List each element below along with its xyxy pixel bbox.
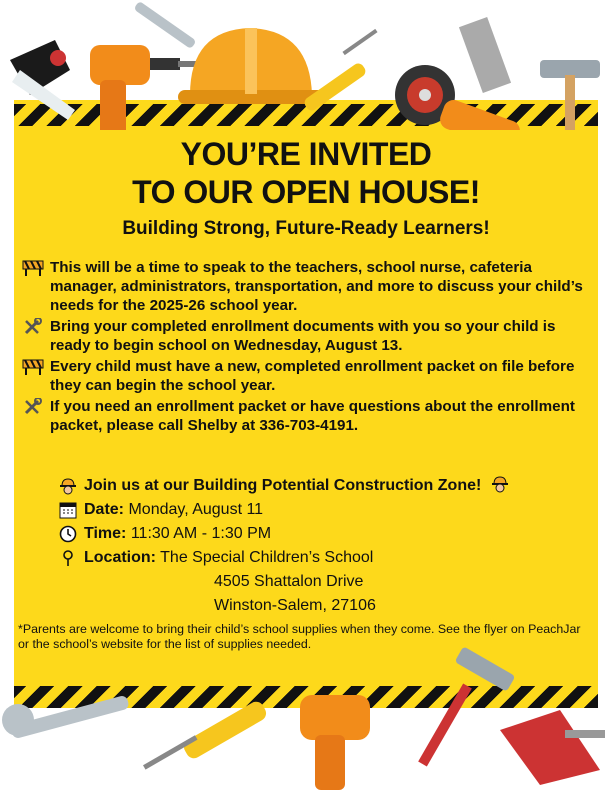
barrier-icon [22,358,44,375]
bullet-text: Bring your completed enrollment documents with you so your child is ready to begin school on Wednesday, August 13. [50,318,556,354]
wrench-icon [2,695,130,740]
supplies-note: *Parents are welcome to bring their child’s school supplies when they come. See the flyer on PeachJar or the school’s website for the list of supplies needed. [18,622,581,651]
location-name: The Special Children’s School [160,549,374,566]
location-pin-icon [58,549,78,567]
bullet-text: If you need an enrollment packet or have questions about the enrollment packet, please call Shelby at 336-703-4191. [50,398,575,434]
construction-worker-icon [490,475,510,493]
tools-top-illustration [0,0,612,130]
barrier-icon [22,259,44,276]
bullet-item [20,317,600,355]
pliers-icon [10,40,75,120]
construction-worker-icon [58,477,78,495]
pliers-icon [500,710,605,785]
tools-icon [22,398,44,415]
screwdriver-icon [143,699,269,770]
address-line-2: Winston-Salem, 27106 [214,597,376,614]
bullet-text: This will be a time to speak to the teachers, school nurse, cafeteria manager, administrators, transportation, and more to discuss your child’s needs for the 2025-26 school year. [50,259,583,314]
date-label: Date: [84,501,125,518]
address-line-1: 4505 Shattalon Drive [214,573,364,590]
subtitle: Building Strong, Future-Ready Learners! [122,218,490,239]
bullet-item [20,397,600,435]
info-bullets [20,258,600,437]
drill-icon [300,695,370,790]
title-line-1: YOU’RE INVITED [180,136,432,172]
tools-bottom-illustration [0,640,612,792]
bullet-text: Every child must have a new, completed enrollment packet on file before they can begin the school year. [50,358,575,394]
hard-hat-icon [178,28,328,104]
bullet-item [20,357,600,395]
event-location [58,546,598,570]
clock-icon [58,525,78,543]
hammer-icon [418,646,515,766]
event-details [58,474,598,618]
location-label: Location: [84,549,156,566]
calendar-icon [58,501,78,519]
bullet-item [20,258,600,315]
title-line-2: TO OUR OPEN HOUSE! [132,174,480,210]
event-time [58,522,598,546]
time-label: Time: [84,525,127,542]
time-value: 11:30 AM - 1:30 PM [130,525,272,542]
wrench-icon [133,1,196,49]
date-value: Monday, August 11 [128,501,264,518]
event-headline [58,474,598,498]
event-headline-text: Join us at our Building Potential Construction Zone! [84,477,482,494]
event-date [58,498,598,522]
screwdriver-icon [302,29,377,113]
hammer-icon [540,60,600,130]
tools-icon [22,318,44,335]
saw-icon [459,17,511,93]
